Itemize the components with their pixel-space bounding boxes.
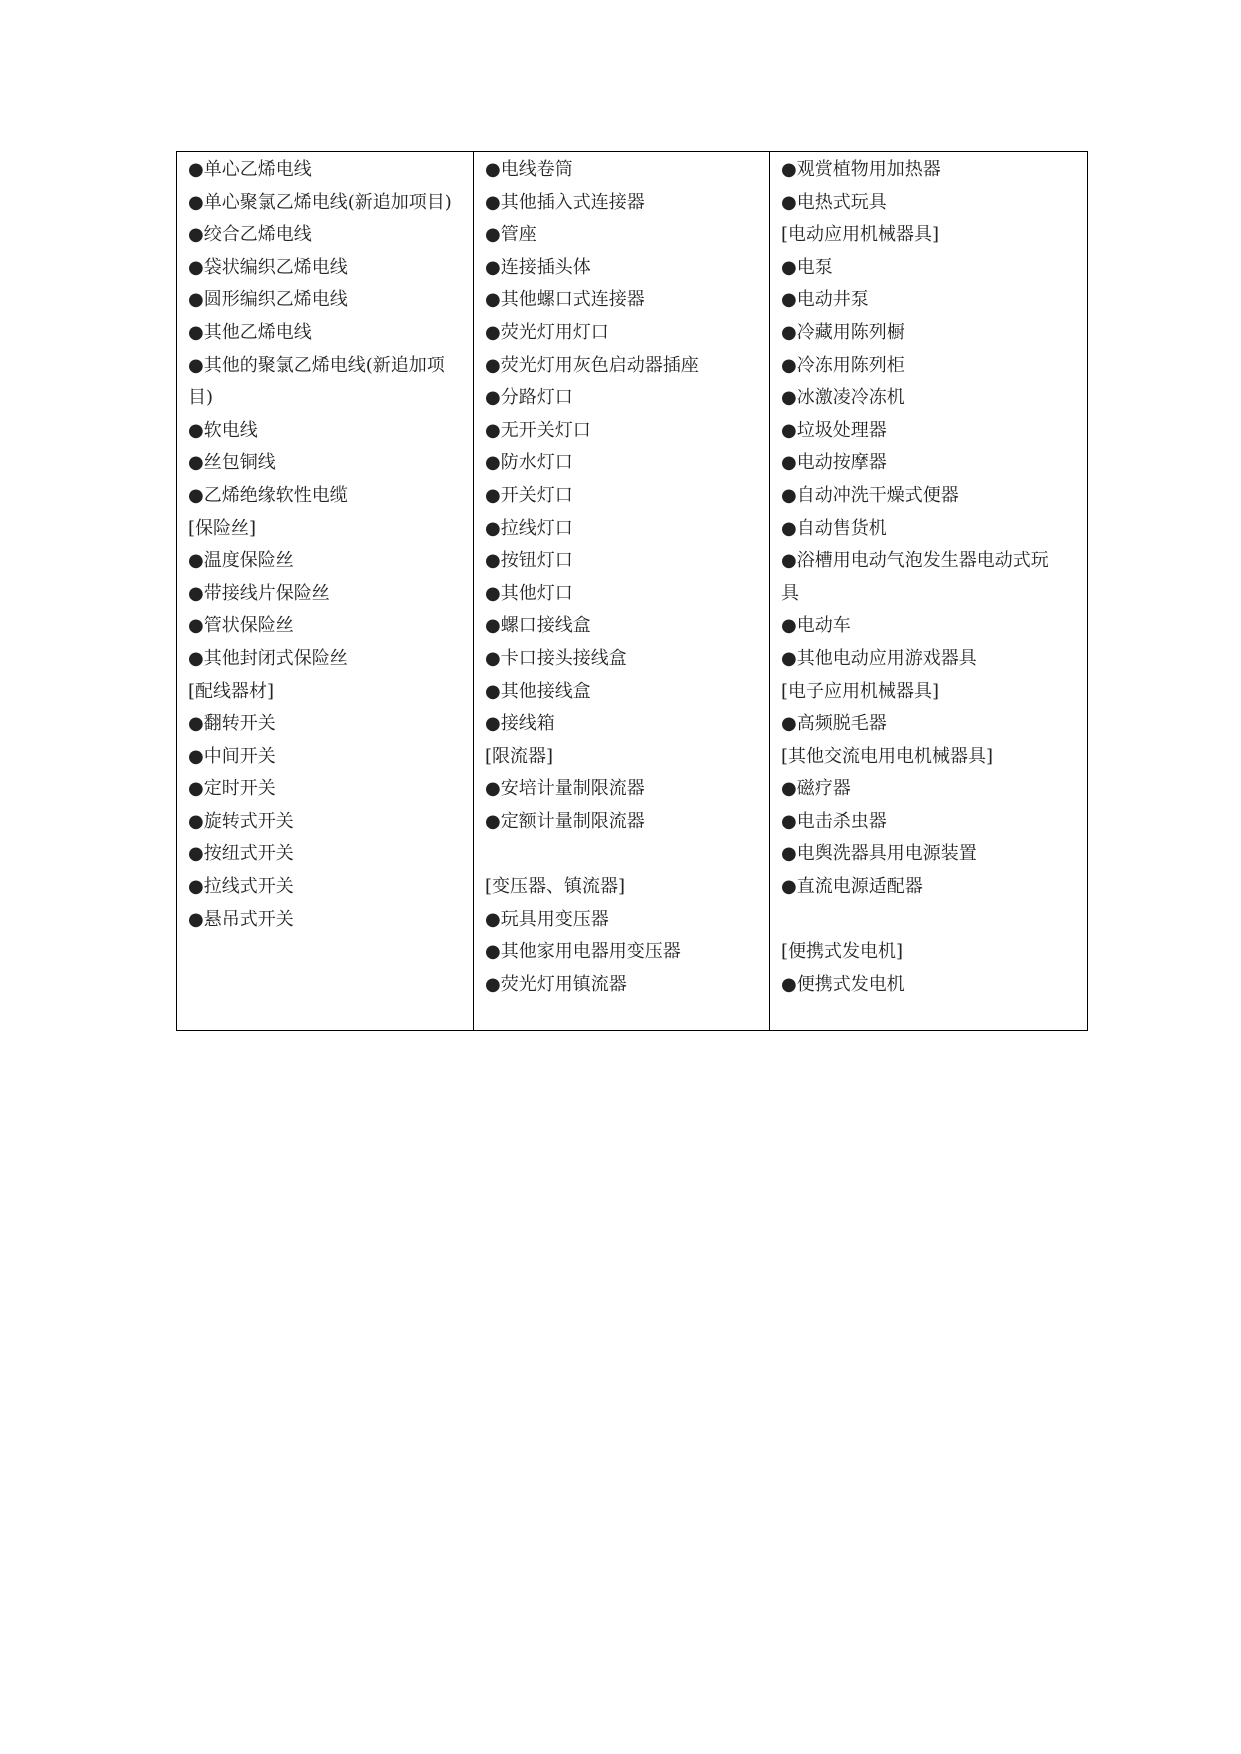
list-item: ●中间开关 [188, 745, 276, 767]
section-heading: [便携式发电机] [781, 941, 904, 963]
list-item: ●玩具用变压器 [485, 908, 609, 930]
list-item: ●管座 [485, 224, 537, 246]
list-item: ●无开关灯口 [485, 419, 591, 441]
list-item: ●安培计量制限流器 [485, 778, 645, 800]
list-item: ●按钮灯口 [485, 550, 573, 572]
list-item: ●电舆洗器具用电源装置 [781, 843, 977, 865]
list-item: ●自动售货机 [781, 517, 887, 539]
list-item: ●荧光灯用镇流器 [485, 973, 627, 995]
list-item: ●接线箱 [485, 713, 555, 735]
list-item: ●其他接线盒 [485, 680, 591, 702]
list-item: ●翻转开关 [188, 713, 276, 735]
product-list-table [176, 151, 1088, 1031]
list-item: ●卡口接头接线盒 [485, 647, 627, 669]
blank-line [781, 904, 1081, 937]
section-heading: [配线器材] [188, 680, 275, 702]
section-heading: [限流器] [485, 745, 554, 767]
column-3 [769, 152, 1087, 1030]
list-item: ●电泵 [781, 256, 833, 278]
list-item: ●电动车 [781, 615, 851, 637]
list-item: ●拉线式开关 [188, 876, 294, 898]
list-item: ●开关灯口 [485, 484, 573, 506]
list-item: ●定额计量制限流器 [485, 810, 645, 832]
section-heading: [电子应用机械器具] [781, 680, 940, 702]
column-1 [177, 152, 473, 1030]
list-item: ●丝包铜线 [188, 452, 276, 474]
section-heading: [其他交流电用电机械器具] [781, 745, 994, 767]
list-item: ●冷冻用陈列柜 [781, 354, 905, 376]
list-item: ●其他灯口 [485, 582, 573, 604]
list-item: ●管状保险丝 [188, 615, 294, 637]
list-item: 目) [188, 387, 214, 409]
list-item: ●观赏植物用加热器 [781, 159, 941, 180]
list-item: ●其他家用电器用变压器 [485, 941, 681, 963]
section-heading: [电动应用机械器具] [781, 224, 940, 246]
list-item: ●拉线灯口 [485, 517, 573, 539]
list-item: ●定时开关 [188, 778, 276, 800]
list-item: ●其他螺口式连接器 [485, 289, 645, 311]
section-heading: [变压器、镇流器] [485, 876, 626, 898]
list-item: ●浴槽用电动气泡发生器电动式玩 [781, 550, 1049, 572]
list-item: ●电线卷筒 [485, 159, 573, 180]
list-item: ●软电线 [188, 419, 258, 441]
list-item: ●其他电动应用游戏器具 [781, 647, 977, 669]
list-item: ●垃圾处理器 [781, 419, 887, 441]
list-item: ●其他插入式连接器 [485, 191, 645, 213]
list-item: ●其他的聚氯乙烯电线(新追加项 [188, 354, 445, 376]
list-item: 具 [781, 582, 799, 604]
list-item: ●按纽式开关 [188, 843, 294, 865]
list-item: ●电热式玩具 [781, 191, 887, 213]
list-item: ●温度保险丝 [188, 550, 294, 572]
list-item: ●磁疗器 [781, 778, 851, 800]
list-item: ●旋转式开关 [188, 810, 294, 832]
blank-line [485, 838, 763, 871]
list-item: ●单心乙烯电线 [188, 159, 312, 180]
section-heading: [保险丝] [188, 517, 257, 539]
list-item: ●电动按摩器 [781, 452, 887, 474]
list-item: ●荧光灯用灰色启动器插座 [485, 354, 699, 376]
list-item: ●悬吊式开关 [188, 908, 294, 930]
list-item: ●便携式发电机 [781, 973, 905, 995]
list-item: ●冷藏用陈列橱 [781, 321, 905, 343]
list-item: ●螺口接线盒 [485, 615, 591, 637]
list-item: ●单心聚氯乙烯电线(新追加项目) [188, 191, 452, 213]
list-item: ●电击杀虫器 [781, 810, 887, 832]
list-item: ●圆形编织乙烯电线 [188, 289, 348, 311]
list-item: ●其他乙烯电线 [188, 321, 312, 343]
list-item: ●防水灯口 [485, 452, 573, 474]
list-item: ●高频脱毛器 [781, 713, 887, 735]
list-item: ●带接线片保险丝 [188, 582, 330, 604]
list-item: ●绞合乙烯电线 [188, 224, 312, 246]
column-2 [473, 152, 769, 1030]
list-item: ●连接插头体 [485, 256, 591, 278]
list-item: ●电动井泵 [781, 289, 869, 311]
list-item: ●直流电源适配器 [781, 876, 923, 898]
list-item: ●袋状编织乙烯电线 [188, 256, 348, 278]
list-item: ●其他封闭式保险丝 [188, 647, 348, 669]
list-item: ●冰激凌冷冻机 [781, 387, 905, 409]
list-item: ●自动冲洗干燥式便器 [781, 484, 959, 506]
list-item: ●荧光灯用灯口 [485, 321, 609, 343]
list-item: ●分路灯口 [485, 387, 573, 409]
list-item: ●乙烯绝缘软性电缆 [188, 484, 348, 506]
